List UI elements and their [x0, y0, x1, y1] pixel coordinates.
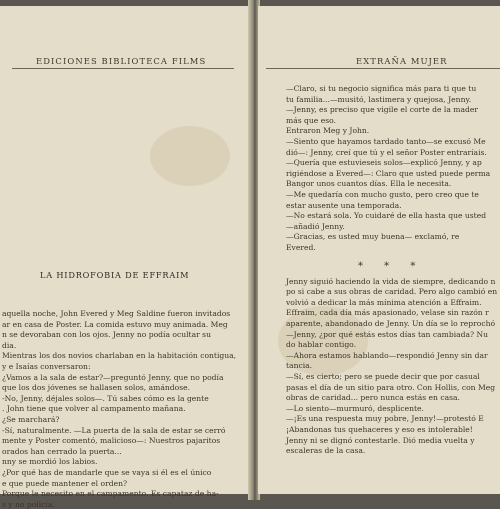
left-page — [0, 6, 251, 509]
text-line: Effraim, cada día más apasionado, velase sin razón r — [286, 308, 489, 318]
text-line: escaleras de la casa. — [286, 446, 366, 456]
text-line: —Sí, es cierto; pero se puede decir que por casual — [286, 372, 480, 381]
text-line: s y no policía. — [2, 499, 55, 509]
text-line: ¿Por qué has de mandarle que se vaya si él es el único — [2, 468, 212, 477]
text-line: Jenny ni se dignó contestarle. Dió media vuelta y — [286, 435, 475, 445]
right-page-header: EXTRAÑA MUJER — [356, 56, 448, 66]
text-line: -Sí, naturalmente. —La puerta de la sala de estar se cerró — [2, 425, 226, 435]
text-line: —No estará sola. Yo cuidaré de ella hasta que usted — [286, 211, 487, 221]
text-line: —Lo siento—murmuró, desplicente. — [286, 403, 424, 413]
text-line: ¿Vamos a la sala de estar?—preguntó Jenny, que no podía — [2, 372, 224, 382]
text-line: orados han cerrado la puerta... — [2, 446, 122, 456]
text-line: n se devoraban con los ojos. Jenny no podía ocultar su — [2, 330, 211, 340]
text-line: —Ahora estamos hablando—respondió Jenny sin dar — [286, 350, 488, 360]
text-line: —Jenny, ¿por qué estás estos días tan cambiada? Nu — [286, 329, 489, 339]
text-line: Mientras los dos novios charlaban en la habitación contigua, — [2, 351, 237, 361]
text-line: do hablar contigo. — [286, 340, 357, 350]
text-line: nny se mordió los labios. — [2, 457, 98, 467]
text-line: aparente, abandonado de Jenny. Un día se lo reprochó — [286, 319, 496, 328]
text-line: ¡Abandonas tus quehaceres y eso es intolerable! — [286, 425, 473, 434]
text-line: aquella noche, John Evered y Meg Saldine fueron invitados — [2, 309, 231, 318]
text-line: Jenny siguió haciendo la vida de siempre, dedicando n — [286, 276, 496, 286]
text-line: pasas el día de un sitio para otro. Con Hollis, con Meg — [286, 382, 496, 392]
text-line: que los dos jóvenes se hallasen solos, amándose. — [2, 383, 191, 393]
text-line: obras de caridad... pero nunca estás en casa. — [286, 393, 460, 403]
text-line: Bangor unos cuantos días. Ella le necesita. — [286, 179, 452, 189]
text-line: mente y Poster comentó, malicioso—: Nuestros pajaritos — [2, 436, 221, 446]
text-line: volvió a dedicar la más mínima atención a Effraim. — [286, 297, 482, 307]
text-line: tancia. — [286, 361, 313, 371]
text-line: ¿Se marchará? — [2, 415, 60, 424]
text-line: —Quería que estuvieseis solos—explicó Jenny, y ap — [286, 158, 482, 168]
text-line: po si cabe a sus obras de caridad. Pero algo cambió en — [286, 287, 498, 297]
text-line: . John tiene que volver al campamento mañana. — [2, 404, 186, 414]
text-line: estar ausente una temporada. — [286, 200, 402, 210]
text-line: Entraron Meg y John. — [286, 126, 370, 136]
text-line: —Siento que hayamos tardado tanto—se excusó Me — [286, 137, 486, 146]
left-page-body — [0, 6, 250, 509]
text-line: —Jenny, es preciso que vigile el corte de la mader — [286, 105, 478, 115]
text-line: —Claro, si tu negocio significa más para ti que tu — [286, 84, 477, 93]
chapter-title: LA HIDROFOBIA DE EFFRAIM — [40, 270, 190, 280]
text-line: más que eso. — [286, 115, 336, 125]
text-line: y e Isaías conversaron: — [2, 362, 91, 371]
text-line: e que puede mantener el orden? — [2, 478, 128, 488]
text-line: ar en casa de Poster. La comida estuvo muy animada. Meg — [2, 319, 228, 329]
text-line: —Me quedaría con mucho gusto, pero creo que te — [286, 190, 479, 199]
right-page-body — [258, 6, 500, 494]
text-line: Evered. — [286, 243, 316, 252]
text-line: —añadió Jenny. — [286, 221, 345, 231]
text-line: —Gracias, es usted muy buena— exclamó, re — [286, 232, 460, 242]
right-page — [258, 6, 500, 494]
text-line: tu familia...—musitó, lastimera y quejosa, Jenny. — [286, 94, 472, 104]
left-page-header: EDICIONES BIBLIOTECA FILMS — [36, 56, 207, 66]
text-line: -No, Jenny, déjales solos—. Tú sabes cómo es la gente — [2, 393, 209, 403]
text-line: rigiéndose a Evered—: Claro que usted puede perma — [286, 168, 491, 178]
text-line: dia. — [2, 340, 17, 350]
text-line: dió—: Jenny, creí que tú y el señor Poster entraríais. — [286, 147, 487, 157]
text-line: Porque le necesito en el campamento. Es capataz de ha- — [2, 489, 219, 499]
section-separator: * * * — [358, 261, 425, 272]
text-line: —¡Es una respuesta muy pobre, Jenny!—protestó E — [286, 414, 484, 424]
